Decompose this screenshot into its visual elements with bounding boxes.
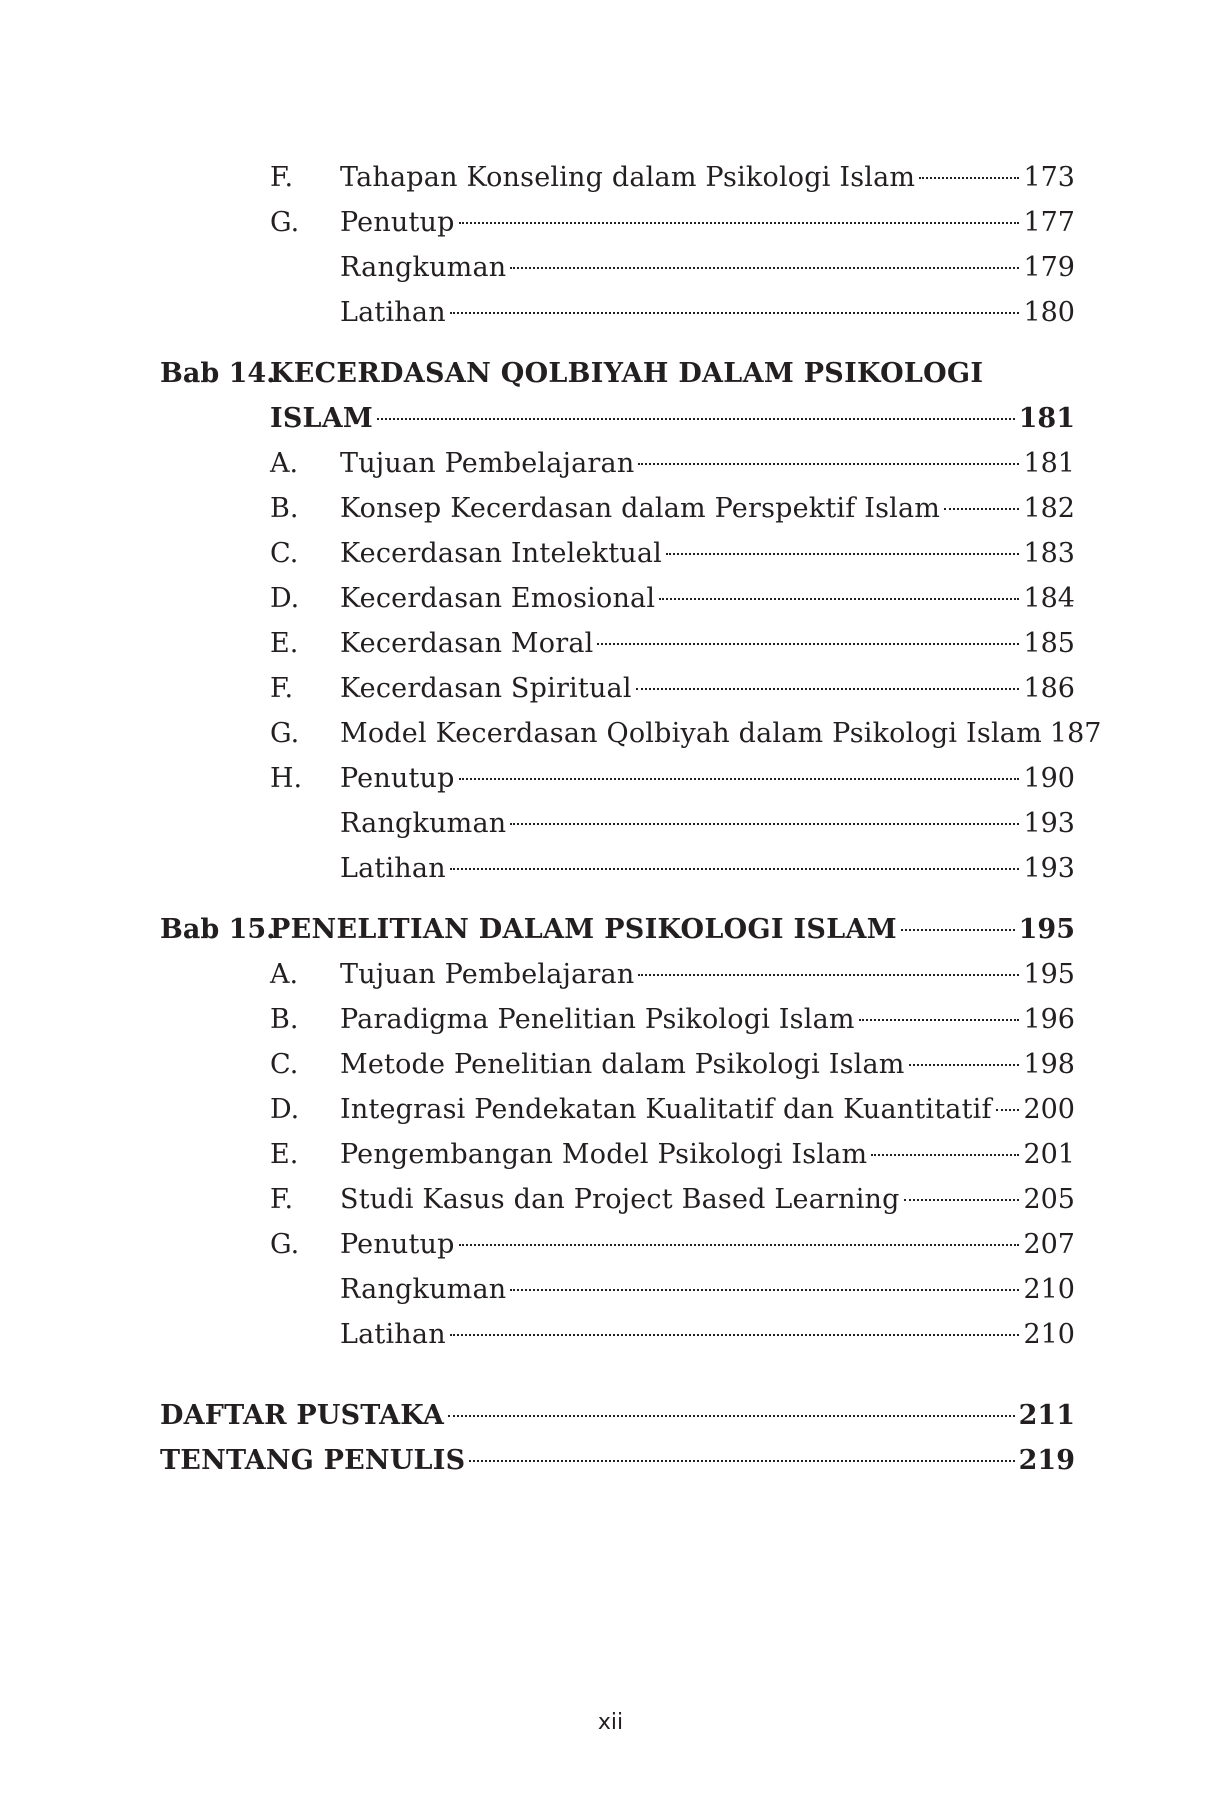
entry-title: Latihan <box>340 297 446 328</box>
toc-entry[interactable] <box>160 441 1075 486</box>
toc-chapter-14 <box>160 351 1102 891</box>
entry-letter: C. <box>270 538 299 569</box>
dot-leader <box>944 508 1019 510</box>
entry-title: Kecerdasan Intelektual <box>340 538 662 569</box>
entry-title: Konsep Kecerdasan dalam Perspektif Islam <box>340 493 941 524</box>
entry-title: Metode Penelitian dalam Psikologi Islam <box>340 1049 905 1080</box>
dot-leader <box>448 1415 1015 1417</box>
entry-letter: E. <box>270 1139 299 1170</box>
toc-entry[interactable] <box>160 997 1075 1042</box>
entry-title: Penutup <box>340 763 455 794</box>
entry-title: Kecerdasan Moral <box>340 628 594 659</box>
chapter-title: PENELITIAN DALAM PSIKOLOGI ISLAM <box>270 914 897 945</box>
entry-title: Studi Kasus dan Project Based Learning <box>340 1184 900 1215</box>
chapter-title: KECERDASAN QOLBIYAH DALAM PSIKOLOGI <box>270 358 984 389</box>
chapter-heading[interactable] <box>160 907 1075 952</box>
toc-entry-tentang-penulis[interactable] <box>160 1438 1075 1483</box>
entry-page: 198 <box>1023 1049 1075 1080</box>
entry-title: Rangkuman <box>340 808 507 839</box>
toc-entry[interactable] <box>160 245 1075 290</box>
dot-leader <box>597 643 1019 645</box>
entry-title: Tujuan Pembelajaran <box>340 959 635 990</box>
dot-leader <box>859 1019 1020 1021</box>
toc-entry[interactable] <box>160 1132 1075 1177</box>
entry-page: 219 <box>1018 1445 1075 1476</box>
entry-page: 193 <box>1023 808 1075 839</box>
entry-title: Integrasi Pendekatan Kualitatif dan Kuantitatif <box>340 1094 992 1125</box>
entry-letter: E. <box>270 628 299 659</box>
entry-title: Latihan <box>340 853 446 884</box>
entry-page: 201 <box>1023 1139 1075 1170</box>
entry-page: 200 <box>1023 1094 1075 1125</box>
entry-title: Penutup <box>340 1229 455 1260</box>
toc-entry[interactable] <box>160 666 1075 711</box>
dot-leader <box>469 1460 1014 1462</box>
toc-entry[interactable] <box>160 200 1075 245</box>
dot-leader <box>901 929 1015 931</box>
chapter-title: ISLAM <box>270 403 373 434</box>
toc-section-continuation <box>160 155 1075 335</box>
entry-page: 205 <box>1023 1184 1075 1215</box>
dot-leader <box>450 312 1020 314</box>
chapter-label: Bab 14. <box>160 358 276 389</box>
toc-entry[interactable] <box>160 486 1075 531</box>
entry-letter: H. <box>270 763 303 794</box>
entry-letter: D. <box>270 1094 300 1125</box>
entry-title: DAFTAR PUSTAKA <box>160 1400 444 1431</box>
entry-page: 181 <box>1023 448 1075 479</box>
dot-leader <box>510 823 1019 825</box>
toc-entry[interactable] <box>160 1222 1075 1267</box>
dot-leader <box>377 418 1015 420</box>
entry-page: 184 <box>1023 583 1075 614</box>
entry-page: 183 <box>1023 538 1075 569</box>
entry-letter: F. <box>270 162 294 193</box>
toc-entry[interactable] <box>160 1267 1075 1312</box>
dot-leader <box>919 177 1019 179</box>
toc-entry[interactable] <box>160 576 1075 621</box>
dot-leader <box>871 1154 1019 1156</box>
dot-leader <box>510 267 1019 269</box>
table-of-contents <box>160 155 1102 1483</box>
entry-letter: G. <box>270 718 300 749</box>
page-number: xii <box>597 1710 624 1735</box>
entry-letter: F. <box>270 673 294 704</box>
entry-letter: A. <box>270 448 299 479</box>
entry-page: 207 <box>1023 1229 1075 1260</box>
toc-entry[interactable] <box>160 531 1075 576</box>
chapter-page: 181 <box>1018 403 1075 434</box>
entry-letter: G. <box>270 1229 300 1260</box>
entry-title: Kecerdasan Emosional <box>340 583 656 614</box>
entry-letter: B. <box>270 1004 299 1035</box>
toc-entry[interactable] <box>160 711 1102 756</box>
entry-letter: D. <box>270 583 300 614</box>
entry-page: 180 <box>1023 297 1075 328</box>
dot-leader <box>666 553 1019 555</box>
entry-page: 179 <box>1023 252 1075 283</box>
entry-title: Kecerdasan Spiritual <box>340 673 632 704</box>
dot-leader <box>904 1199 1020 1201</box>
dot-leader <box>909 1064 1020 1066</box>
entry-page: 173 <box>1023 162 1075 193</box>
entry-page: 210 <box>1023 1319 1075 1350</box>
entry-title: Rangkuman <box>340 252 507 283</box>
toc-entry[interactable] <box>160 1042 1075 1087</box>
entry-title: Tahapan Konseling dalam Psikologi Islam <box>340 162 916 193</box>
entry-page: 182 <box>1023 493 1075 524</box>
toc-entry[interactable] <box>160 621 1075 666</box>
toc-entry[interactable] <box>160 1177 1075 1222</box>
entry-page: 190 <box>1023 763 1075 794</box>
entry-title: Model Kecerdasan Qolbiyah dalam Psikologi Islam <box>340 718 1042 749</box>
toc-entry[interactable] <box>160 801 1075 846</box>
entry-letter: C. <box>270 1049 299 1080</box>
dot-leader <box>450 868 1020 870</box>
entry-title: Penutup <box>340 207 455 238</box>
entry-title: Latihan <box>340 1319 446 1350</box>
toc-chapter-15 <box>160 907 1075 1357</box>
dot-leader <box>510 1289 1019 1291</box>
dot-leader <box>450 1334 1020 1336</box>
dot-leader <box>659 598 1019 600</box>
dot-leader <box>636 688 1020 690</box>
entry-letter: B. <box>270 493 299 524</box>
entry-page: 196 <box>1023 1004 1075 1035</box>
toc-entry[interactable] <box>160 290 1075 335</box>
entry-title: Pengembangan Model Psikologi Islam <box>340 1139 868 1170</box>
chapter-heading[interactable] <box>160 351 1075 396</box>
entry-page: 186 <box>1023 673 1075 704</box>
entry-page: 211 <box>1018 1400 1075 1431</box>
entry-page: 185 <box>1023 628 1075 659</box>
dot-leader <box>638 974 1019 976</box>
entry-page: 195 <box>1023 959 1075 990</box>
entry-title: Rangkuman <box>340 1274 507 1305</box>
entry-title: Tujuan Pembelajaran <box>340 448 635 479</box>
toc-entry[interactable] <box>160 846 1075 891</box>
toc-entry-daftar-pustaka[interactable] <box>160 1393 1075 1438</box>
entry-title: TENTANG PENULIS <box>160 1445 466 1476</box>
entry-page: 210 <box>1023 1274 1075 1305</box>
dot-leader <box>459 778 1020 780</box>
dot-leader <box>459 1244 1020 1246</box>
entry-page: 187 <box>1049 718 1102 749</box>
entry-page: 193 <box>1023 853 1075 884</box>
toc-entry[interactable] <box>160 155 1075 200</box>
chapter-heading-continued[interactable] <box>160 396 1075 441</box>
dot-leader <box>996 1109 1020 1111</box>
toc-entry[interactable] <box>160 756 1075 801</box>
toc-entry[interactable] <box>160 952 1075 997</box>
chapter-label: Bab 15. <box>160 914 276 945</box>
entry-letter: A. <box>270 959 299 990</box>
toc-entry[interactable] <box>160 1312 1075 1357</box>
chapter-page: 195 <box>1018 914 1075 945</box>
entry-letter: G. <box>270 207 300 238</box>
entry-letter: F. <box>270 1184 294 1215</box>
entry-page: 177 <box>1023 207 1075 238</box>
dot-leader <box>638 463 1019 465</box>
entry-title: Paradigma Penelitian Psikologi Islam <box>340 1004 855 1035</box>
toc-entry[interactable] <box>160 1087 1075 1132</box>
toc-back-matter <box>160 1393 1075 1483</box>
dot-leader <box>459 222 1020 224</box>
